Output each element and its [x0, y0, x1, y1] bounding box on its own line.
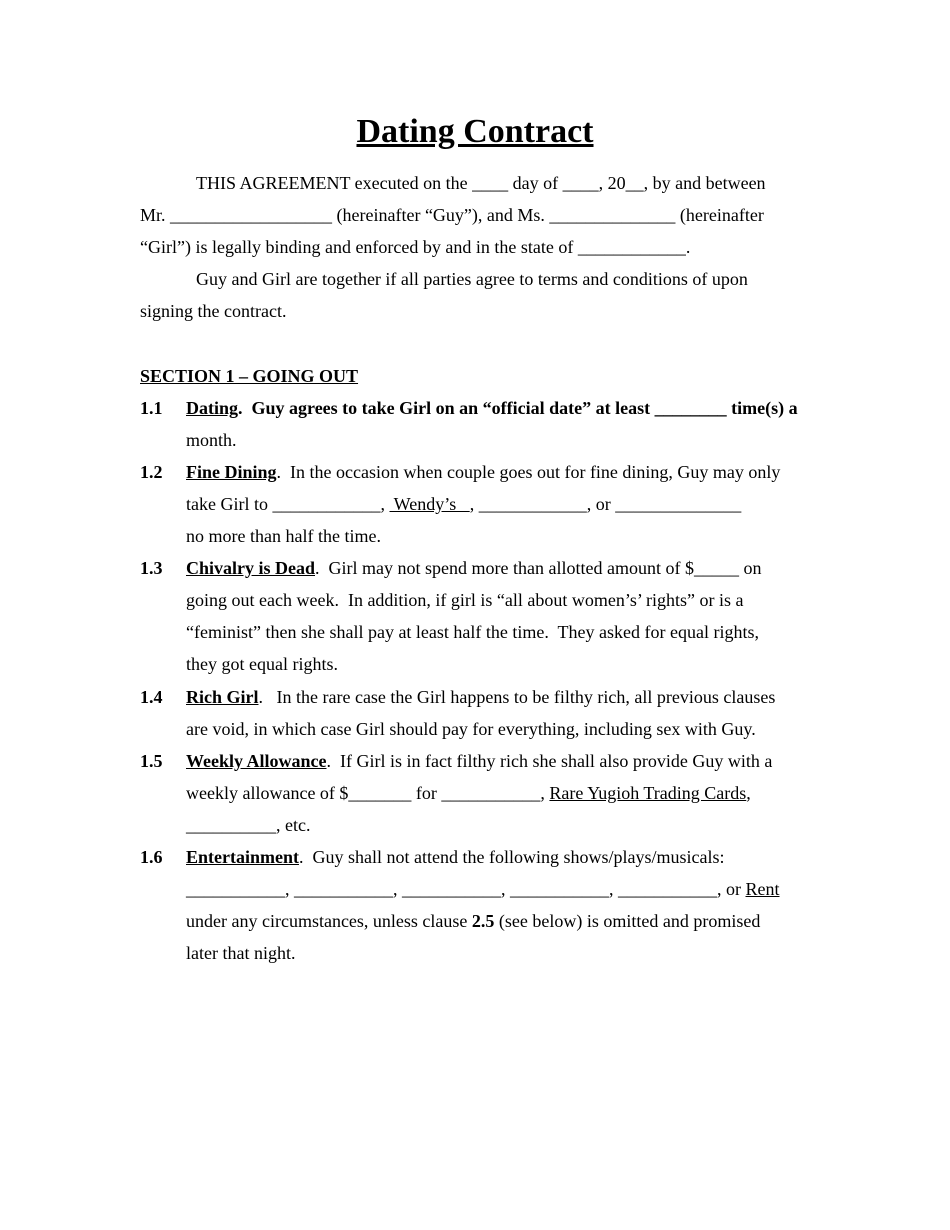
clause-1-2-wendys: Wendy’s [389, 494, 470, 514]
clause-1-1-line-1 [186, 397, 798, 419]
clause-1-3-text: . Girl may not spend more than allotted amount of $_____ on [315, 558, 762, 578]
clause-1-6-text-c: (see below) is omitted and promised [494, 911, 761, 931]
intro-line-3: “Girl”) is legally binding and enforced by and in the state of ____________. [140, 237, 691, 257]
section-1-heading: SECTION 1 – GOING OUT [140, 366, 359, 386]
clause-1-6-line-4: later that night. [186, 943, 296, 963]
clause-1-4-heading: Rich Girl [186, 687, 259, 707]
clause-1-6-line-2 [186, 878, 780, 900]
clause-1-3-heading: Chivalry is Dead [186, 558, 316, 578]
clause-1-6-rent: Rent [745, 879, 780, 899]
clause-1-5-line-3: __________, etc. [186, 815, 311, 835]
clause-1-5-text: . If Girl is in fact filthy rich she shall also provide Guy with a [326, 751, 773, 771]
clause-1-6-number: 1.6 [140, 847, 163, 867]
document-title: Dating Contract [356, 113, 594, 150]
intro-line-5: signing the contract. [140, 301, 287, 321]
clause-1-1-heading: Dating [186, 398, 239, 418]
clause-1-2-heading: Fine Dining [186, 462, 277, 482]
clause-1-5-comma: , [746, 783, 751, 803]
clause-1-4-number: 1.4 [140, 687, 163, 707]
clause-1-6-blanks: ___________, ___________, ___________, ___________, ___________, or [186, 879, 746, 899]
clause-1-6-clause-ref: 2.5 [471, 911, 495, 931]
clause-1-6-line-1 [186, 846, 724, 868]
clause-1-2-number: 1.2 [140, 462, 163, 482]
clause-1-3-line-3: “feminist” then she shall pay at least half the time. They asked for equal rights, [186, 622, 759, 642]
clause-1-3-line-2: going out each week. In addition, if girl is “all about women’s’ rights” or is a [186, 590, 744, 610]
intro-line-1: THIS AGREEMENT executed on the ____ day of ____, 20__, by and between [196, 173, 766, 193]
clause-1-2-blank-1: take Girl to ____________, [186, 494, 390, 514]
clause-1-2-line-1 [186, 461, 780, 483]
intro-line-2: Mr. __________________ (hereinafter “Guy”), and Ms. ______________ (hereinafter [140, 205, 764, 225]
clause-1-6-text-a: under any circumstances, unless clause [186, 911, 472, 931]
clause-1-4-text: . In the rare case the Girl happens to be filthy rich, all previous clauses [258, 687, 776, 707]
clause-1-1-line-2: month. [186, 430, 237, 450]
clause-1-6-text: . Guy shall not attend the following shows/plays/musicals: [298, 847, 725, 867]
clause-1-2-line-2 [186, 493, 741, 515]
clause-1-2-blanks: , ____________, or ______________ [469, 494, 742, 514]
clause-1-4-line-1 [186, 686, 775, 708]
clause-1-6-line-3 [186, 910, 760, 932]
clause-1-5-line-2 [186, 782, 751, 804]
clause-1-2-line-3: no more than half the time. [186, 526, 381, 546]
clause-1-5-heading: Weekly Allowance [186, 751, 327, 771]
clause-1-5-allowance: weekly allowance of $_______ for ___________, [186, 783, 550, 803]
clause-1-5-number: 1.5 [140, 751, 163, 771]
clause-1-4-line-2: are void, in which case Girl should pay for everything, including sex with Guy. [186, 719, 756, 739]
clause-1-2-text: . In the occasion when couple goes out for fine dining, Guy may only [276, 462, 781, 482]
intro-line-4: Guy and Girl are together if all parties agree to terms and conditions of upon [196, 269, 748, 289]
clause-1-6-heading: Entertainment [186, 847, 299, 867]
clause-1-3-line-1 [186, 557, 761, 579]
clause-1-5-line-1 [186, 750, 772, 772]
clause-1-5-yugioh: Rare Yugioh Trading Cards [549, 783, 747, 803]
clause-1-3-line-4: they got equal rights. [186, 654, 338, 674]
clause-1-3-number: 1.3 [140, 558, 163, 578]
clause-1-1-number: 1.1 [140, 398, 163, 418]
clause-1-1-text: . Guy agrees to take Girl on an “official date” at least ________ time(s) a [238, 398, 798, 418]
